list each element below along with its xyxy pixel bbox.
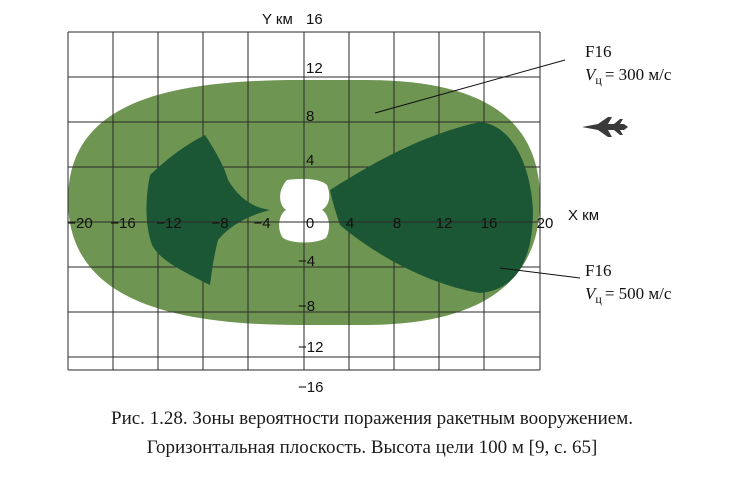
y-tick-label: −8 xyxy=(298,298,316,315)
x-tick-label: −8 xyxy=(211,215,229,232)
y-axis-title: Y км xyxy=(262,11,293,28)
zone-500-aircraft: F16 xyxy=(585,261,612,280)
x-tick-label: −4 xyxy=(253,215,271,232)
fighter-jet-icon xyxy=(582,117,628,137)
y-tick-label: 8 xyxy=(306,108,315,125)
figure-caption-line-2: Горизонтальная плоскость. Высота цели 100 м [9, с. 65] xyxy=(146,437,598,458)
x-tick-label: −16 xyxy=(110,215,136,232)
y-tick-label: 12 xyxy=(306,60,323,77)
y-tick-label: −4 xyxy=(298,253,316,270)
y-tick-label: 16 xyxy=(306,11,323,28)
y-tick-label: 4 xyxy=(306,152,315,169)
x-tick-label: 12 xyxy=(435,215,453,232)
zone-300-aircraft: F16 xyxy=(585,42,612,61)
x-axis-title: X км xyxy=(568,207,600,224)
figure-caption-line-1: Рис. 1.28. Зоны вероятности поражения ракетным вооружением. xyxy=(111,408,633,429)
x-tick-label: 16 xyxy=(480,215,498,232)
x-tick-label: 8 xyxy=(392,215,402,232)
x-tick-label: −20 xyxy=(67,215,93,232)
zone-300-speed: $V_ц = 300$ м/с xyxy=(585,65,672,87)
y-tick-label: −16 xyxy=(298,379,324,396)
x-tick-label: 4 xyxy=(345,215,355,232)
y-tick-label: −12 xyxy=(298,339,324,356)
x-tick-label: 20 xyxy=(536,215,554,232)
zone-500-label xyxy=(500,261,672,306)
zone-500-speed: $V_ц = 500$ м/с xyxy=(585,284,672,306)
x-tick-label: 0 xyxy=(305,215,315,232)
x-tick-label: −12 xyxy=(156,215,182,232)
